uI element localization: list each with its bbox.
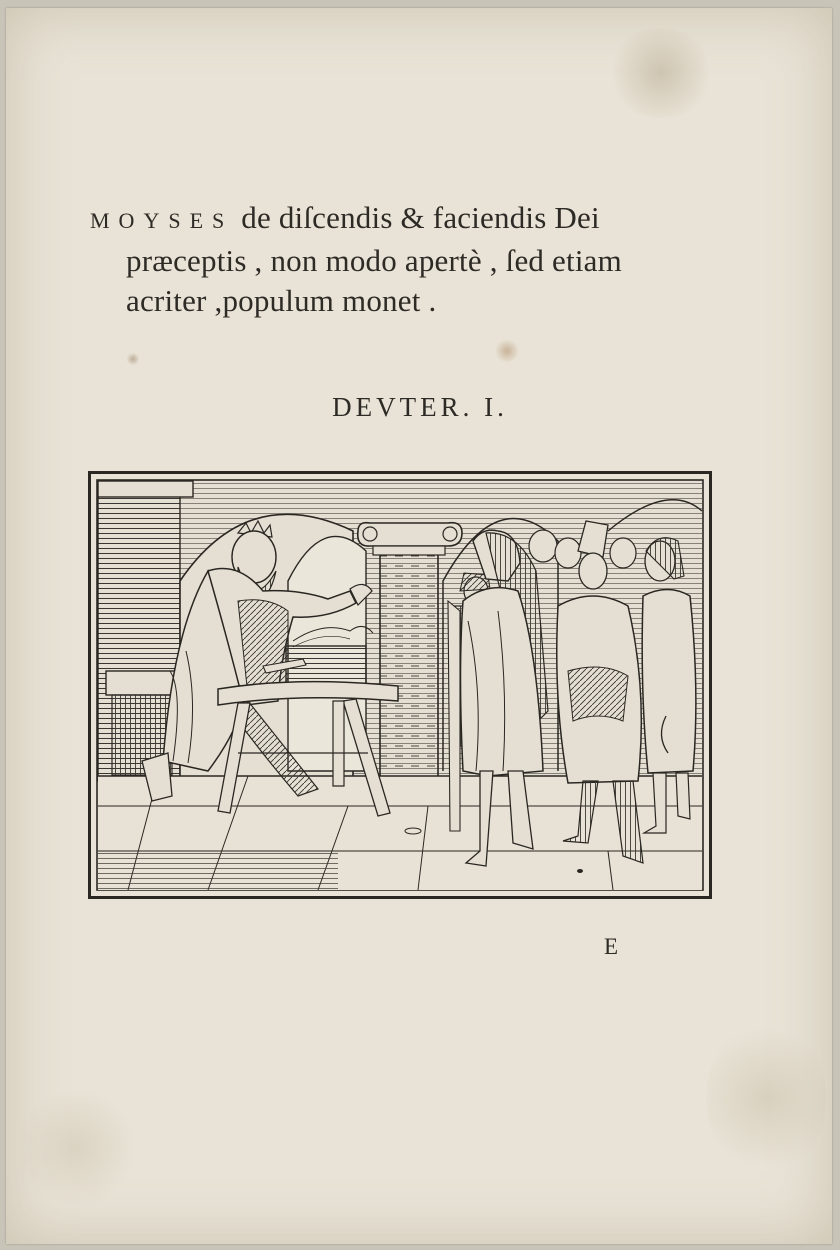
scripture-reference: DEVTER. I. <box>332 392 508 422</box>
caption-line-1-text: de diſcendis & faciendis Dei <box>241 200 600 235</box>
paper-stain <box>706 1018 826 1178</box>
caption-name: MOYSES <box>90 208 234 233</box>
left-pier-capital <box>98 481 193 497</box>
signature-mark: E <box>604 934 619 959</box>
page-caption <box>90 198 730 321</box>
paper-stain <box>494 340 520 362</box>
caption-line-1 <box>90 198 730 241</box>
paper-stain <box>126 353 140 365</box>
caption-line-3: acriter ,populum monet . <box>126 283 437 318</box>
column-capital <box>358 523 462 546</box>
caption-line-2: præceptis , non modo apertè , ſed etiam <box>126 243 622 278</box>
woodcut-illustration <box>88 471 712 899</box>
column-shaft <box>380 553 438 778</box>
paper-stain <box>606 28 716 118</box>
paper-stain <box>16 1088 136 1208</box>
